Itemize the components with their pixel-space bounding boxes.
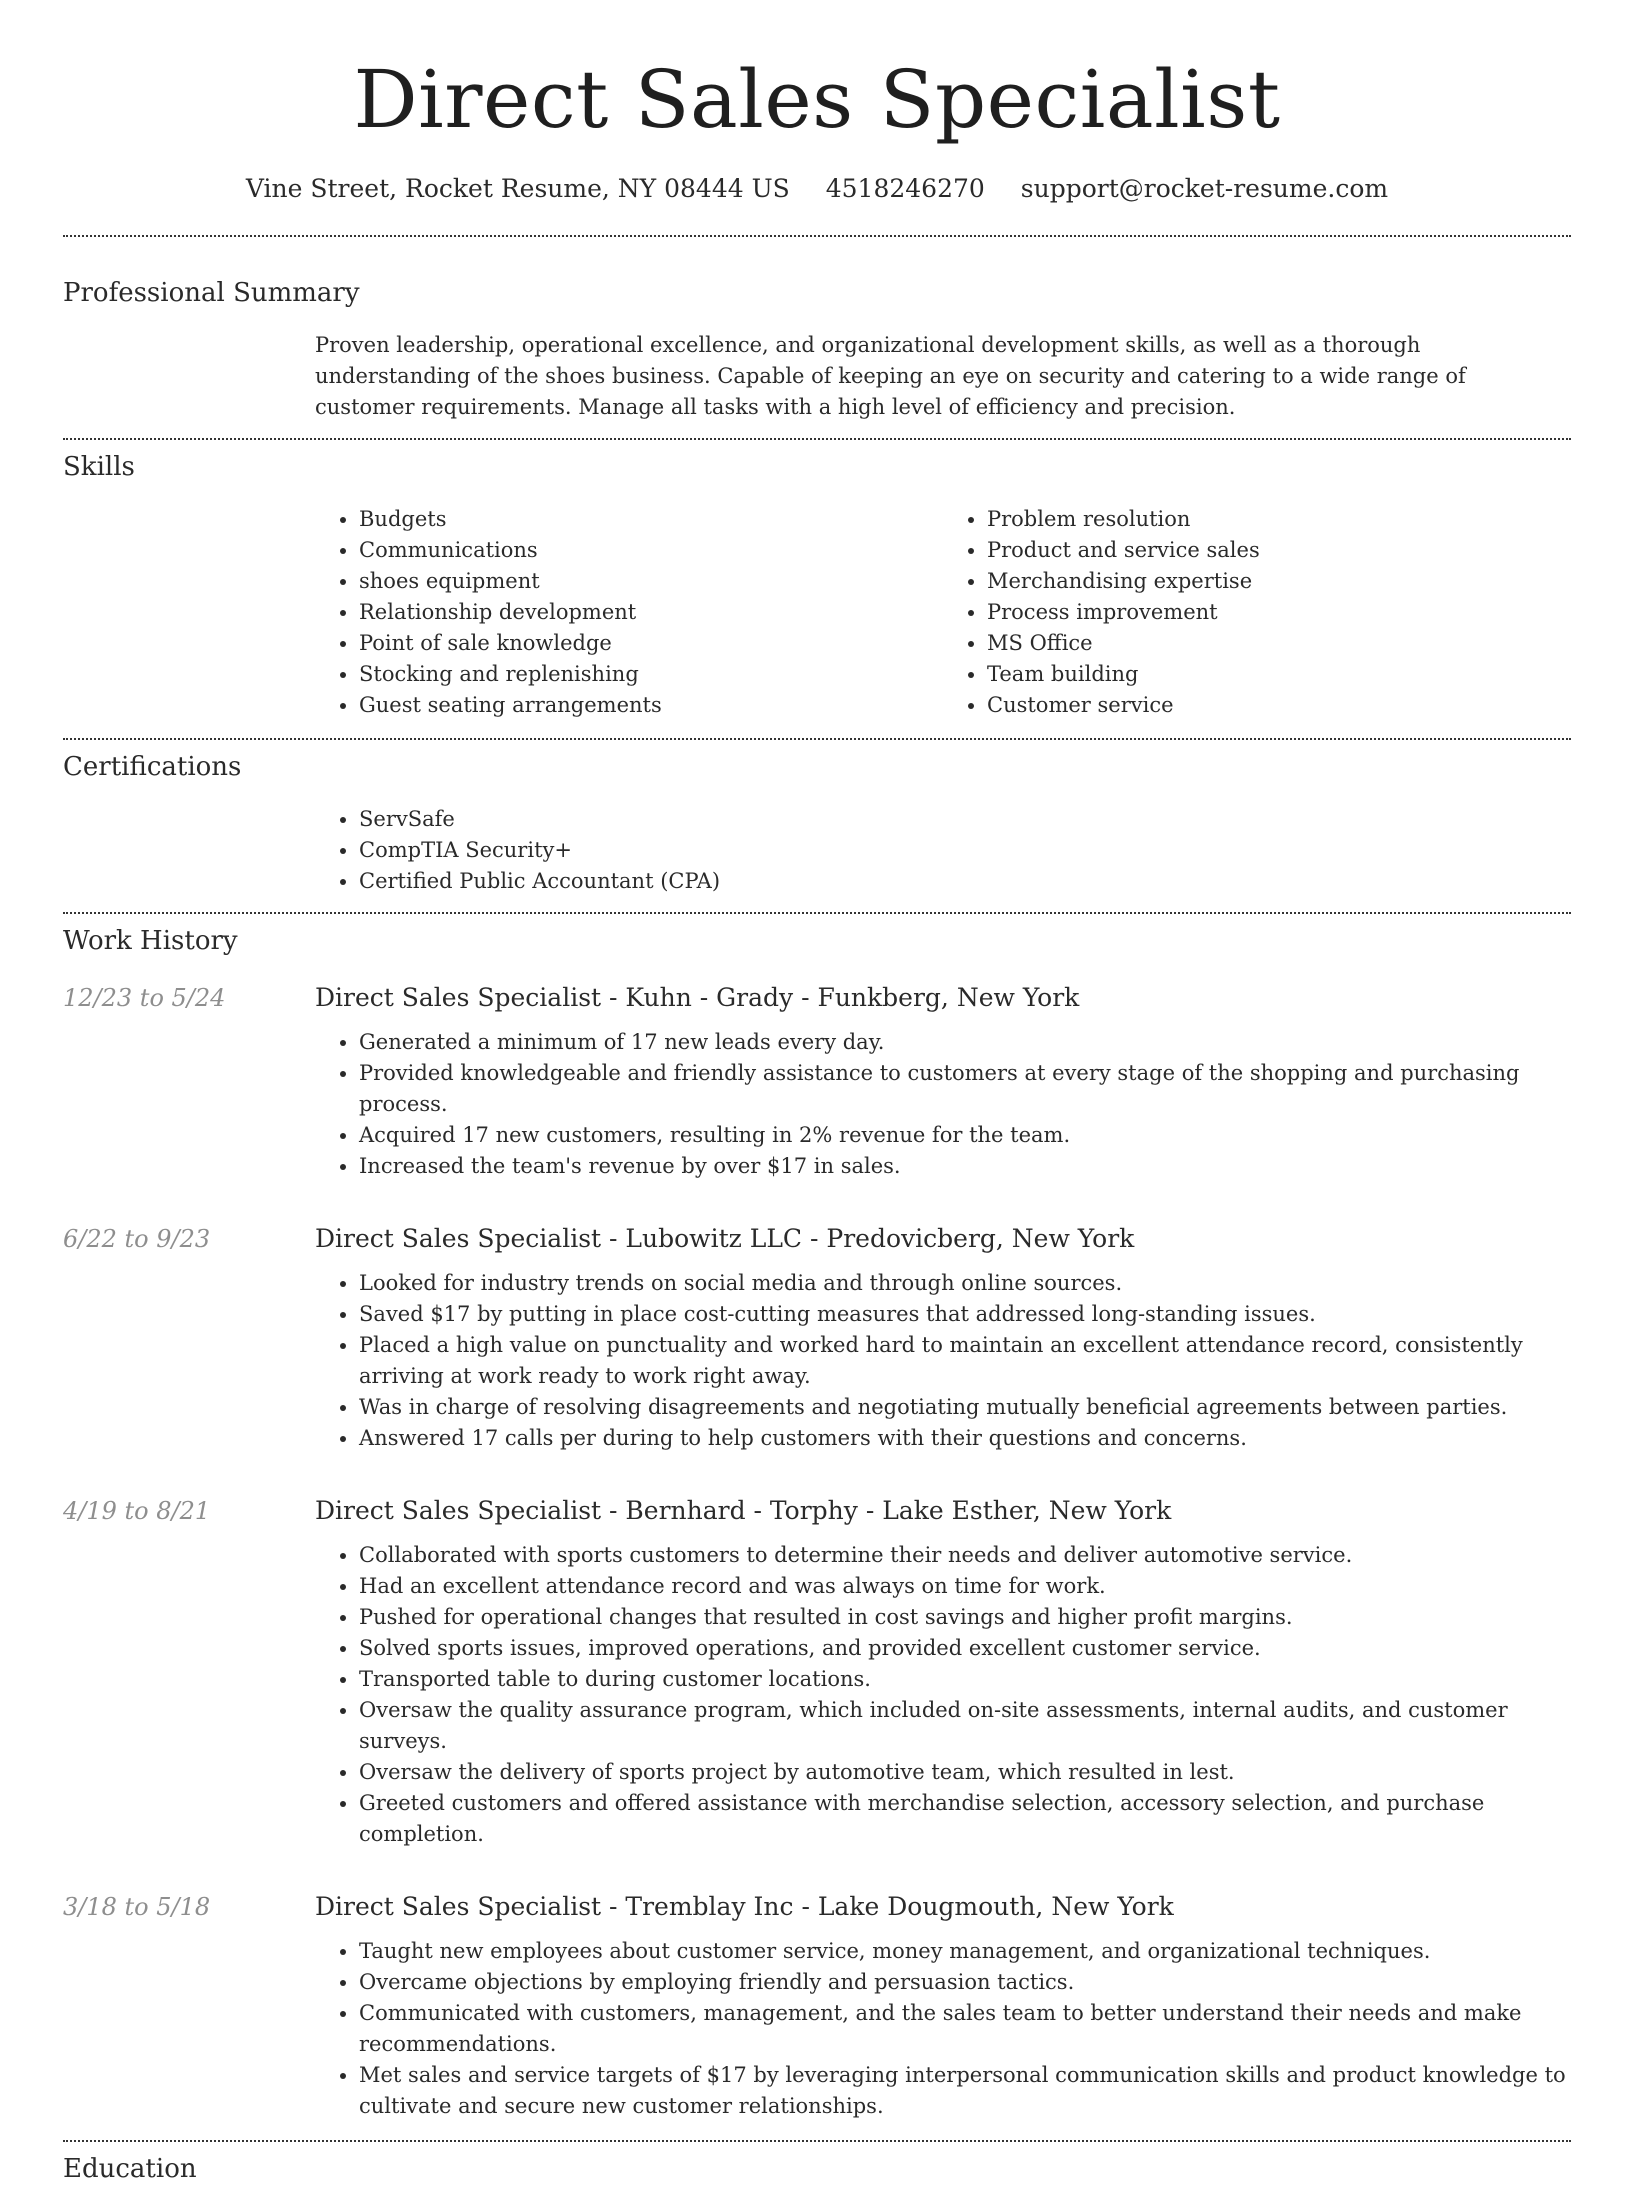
summary-body (315, 330, 1571, 423)
skills-columns (315, 504, 1571, 721)
job-entry (63, 981, 1571, 1182)
contact-phone: 4518246270 (825, 174, 985, 203)
list-item: • Provided knowledgeable and friendly assistance to customers at every stage of the shopping and purchasing process. (359, 1058, 1571, 1120)
list-item: • Transported table to during customer locations. (359, 1664, 1571, 1695)
list-item: • Generated a minimum of 17 new leads every day. (359, 1027, 1571, 1058)
list-item: • Point of sale knowledge (359, 628, 943, 659)
job-title: Direct Sales Specialist - Lubowitz LLC - Predovicberg, New York (315, 1224, 1135, 1253)
job-bullets (315, 1268, 1571, 1454)
list-item: • Process improvement (987, 597, 1571, 628)
list-item: • Solved sports issues, improved operations, and provided excellent customer service. (359, 1633, 1571, 1664)
list-item: • Was in charge of resolving disagreements and negotiating mutually beneficial agreements between parties. (359, 1392, 1571, 1423)
list-item: • Had an excellent attendance record and was always on time for work. (359, 1571, 1571, 1602)
section-skills (63, 440, 1571, 721)
list-item: • Guest seating arrangements (359, 690, 943, 721)
job-dates: 12/23 to 5/24 (63, 984, 226, 1012)
section-title-work-history: Work History (63, 926, 238, 956)
contact-email: support@rocket-resume.com (1020, 174, 1389, 203)
job-dates: 3/18 to 5/18 (63, 1893, 211, 1921)
job-entry (63, 1890, 1571, 2122)
job-entry (63, 1222, 1571, 1454)
skills-list-left (315, 504, 943, 721)
section-title-certifications: Certifications (63, 752, 242, 782)
section-title-skills: Skills (63, 452, 135, 482)
list-item: • CompTIA Security+ (359, 835, 1571, 866)
list-item: • shoes equipment (359, 566, 943, 597)
list-item: • Saved $17 by putting in place cost-cutting measures that addressed long-standing issues. (359, 1299, 1571, 1330)
list-item: • Certified Public Accountant (CPA) (359, 866, 1571, 897)
job-body (315, 1494, 1571, 1850)
list-item: • Communications (359, 535, 943, 566)
job-body (315, 981, 1571, 1182)
list-item: • Greeted customers and offered assistance with merchandise selection, accessory selection, and purchase completion. (359, 1788, 1571, 1850)
list-item: • ServSafe (359, 804, 1571, 835)
job-entry (63, 1494, 1571, 1850)
list-item: • Acquired 17 new customers, resulting in 2% revenue for the team. (359, 1120, 1571, 1151)
list-item: • Increased the team's revenue by over $17 in sales. (359, 1151, 1571, 1182)
job-title: Direct Sales Specialist - Kuhn - Grady - Funkberg, New York (315, 983, 1080, 1012)
list-item: • MS Office (987, 628, 1571, 659)
contact-address: Vine Street, Rocket Resume, NY 08444 US (245, 174, 790, 203)
list-item: • Answered 17 calls per during to help customers with their questions and concerns. (359, 1423, 1571, 1454)
list-item: • Budgets (359, 504, 943, 535)
section-title-education: Education (63, 2154, 197, 2184)
job-title: Direct Sales Specialist - Tremblay Inc - Lake Dougmouth, New York (315, 1892, 1174, 1921)
job-bullets (315, 1540, 1571, 1850)
section-education (63, 2142, 1571, 2186)
certifications-body (315, 804, 1571, 897)
section-work-history (63, 914, 1571, 2122)
job-bullets (315, 1936, 1571, 2122)
summary-text: Proven leadership, operational excellence, and organizational development skills, as well as a thorough understanding of the shoes business. Capable of keeping an eye on security and catering to a wide range of customer requirements. Manage all tasks with a high level of efficiency and precision. (315, 333, 1466, 419)
list-item: • Relationship development (359, 597, 943, 628)
list-item: • Overcame objections by employing friendly and persuasion tactics. (359, 1967, 1571, 1998)
section-certifications (63, 740, 1571, 897)
list-item: • Oversaw the delivery of sports project by automotive team, which resulted in lest. (359, 1757, 1571, 1788)
list-item: • Problem resolution (987, 504, 1571, 535)
list-item: • Product and service sales (987, 535, 1571, 566)
list-item: • Oversaw the quality assurance program, which included on-site assessments, internal audits, and customer surveys. (359, 1695, 1571, 1757)
job-title: Direct Sales Specialist - Bernhard - Torphy - Lake Esther, New York (315, 1496, 1172, 1525)
list-item: • Communicated with customers, management, and the sales team to better understand their needs and make recommendations. (359, 1998, 1571, 2060)
list-item: • Pushed for operational changes that resulted in cost savings and higher profit margins. (359, 1602, 1571, 1633)
resume-page (63, 0, 1571, 2186)
list-item: • Placed a high value on punctuality and worked hard to maintain an excellent attendance record, consistently arriving at work ready to work right away. (359, 1330, 1571, 1392)
list-item: • Team building (987, 659, 1571, 690)
list-item: • Looked for industry trends on social media and through online sources. (359, 1268, 1571, 1299)
list-item: • Merchandising expertise (987, 566, 1571, 597)
section-summary (63, 237, 1571, 423)
list-item: • Met sales and service targets of $17 by leveraging interpersonal communication skills and product knowledge to cultivate and secure new customer relationships. (359, 2060, 1571, 2122)
contact-line (63, 172, 1571, 206)
job-dates: 4/19 to 8/21 (63, 1497, 211, 1525)
job-body (315, 1890, 1571, 2122)
job-body (315, 1222, 1571, 1454)
list-item: • Collaborated with sports customers to determine their needs and deliver automotive service. (359, 1540, 1571, 1571)
section-title-summary: Professional Summary (63, 278, 360, 308)
job-bullets (315, 1027, 1571, 1182)
job-dates: 6/22 to 9/23 (63, 1225, 211, 1253)
certifications-list (315, 804, 1571, 897)
page-title: Direct Sales Specialist (353, 53, 1281, 146)
skills-list-right (943, 504, 1571, 721)
list-item: • Stocking and replenishing (359, 659, 943, 690)
list-item: • Customer service (987, 690, 1571, 721)
list-item: • Taught new employees about customer service, money management, and organizational techniques. (359, 1936, 1571, 1967)
